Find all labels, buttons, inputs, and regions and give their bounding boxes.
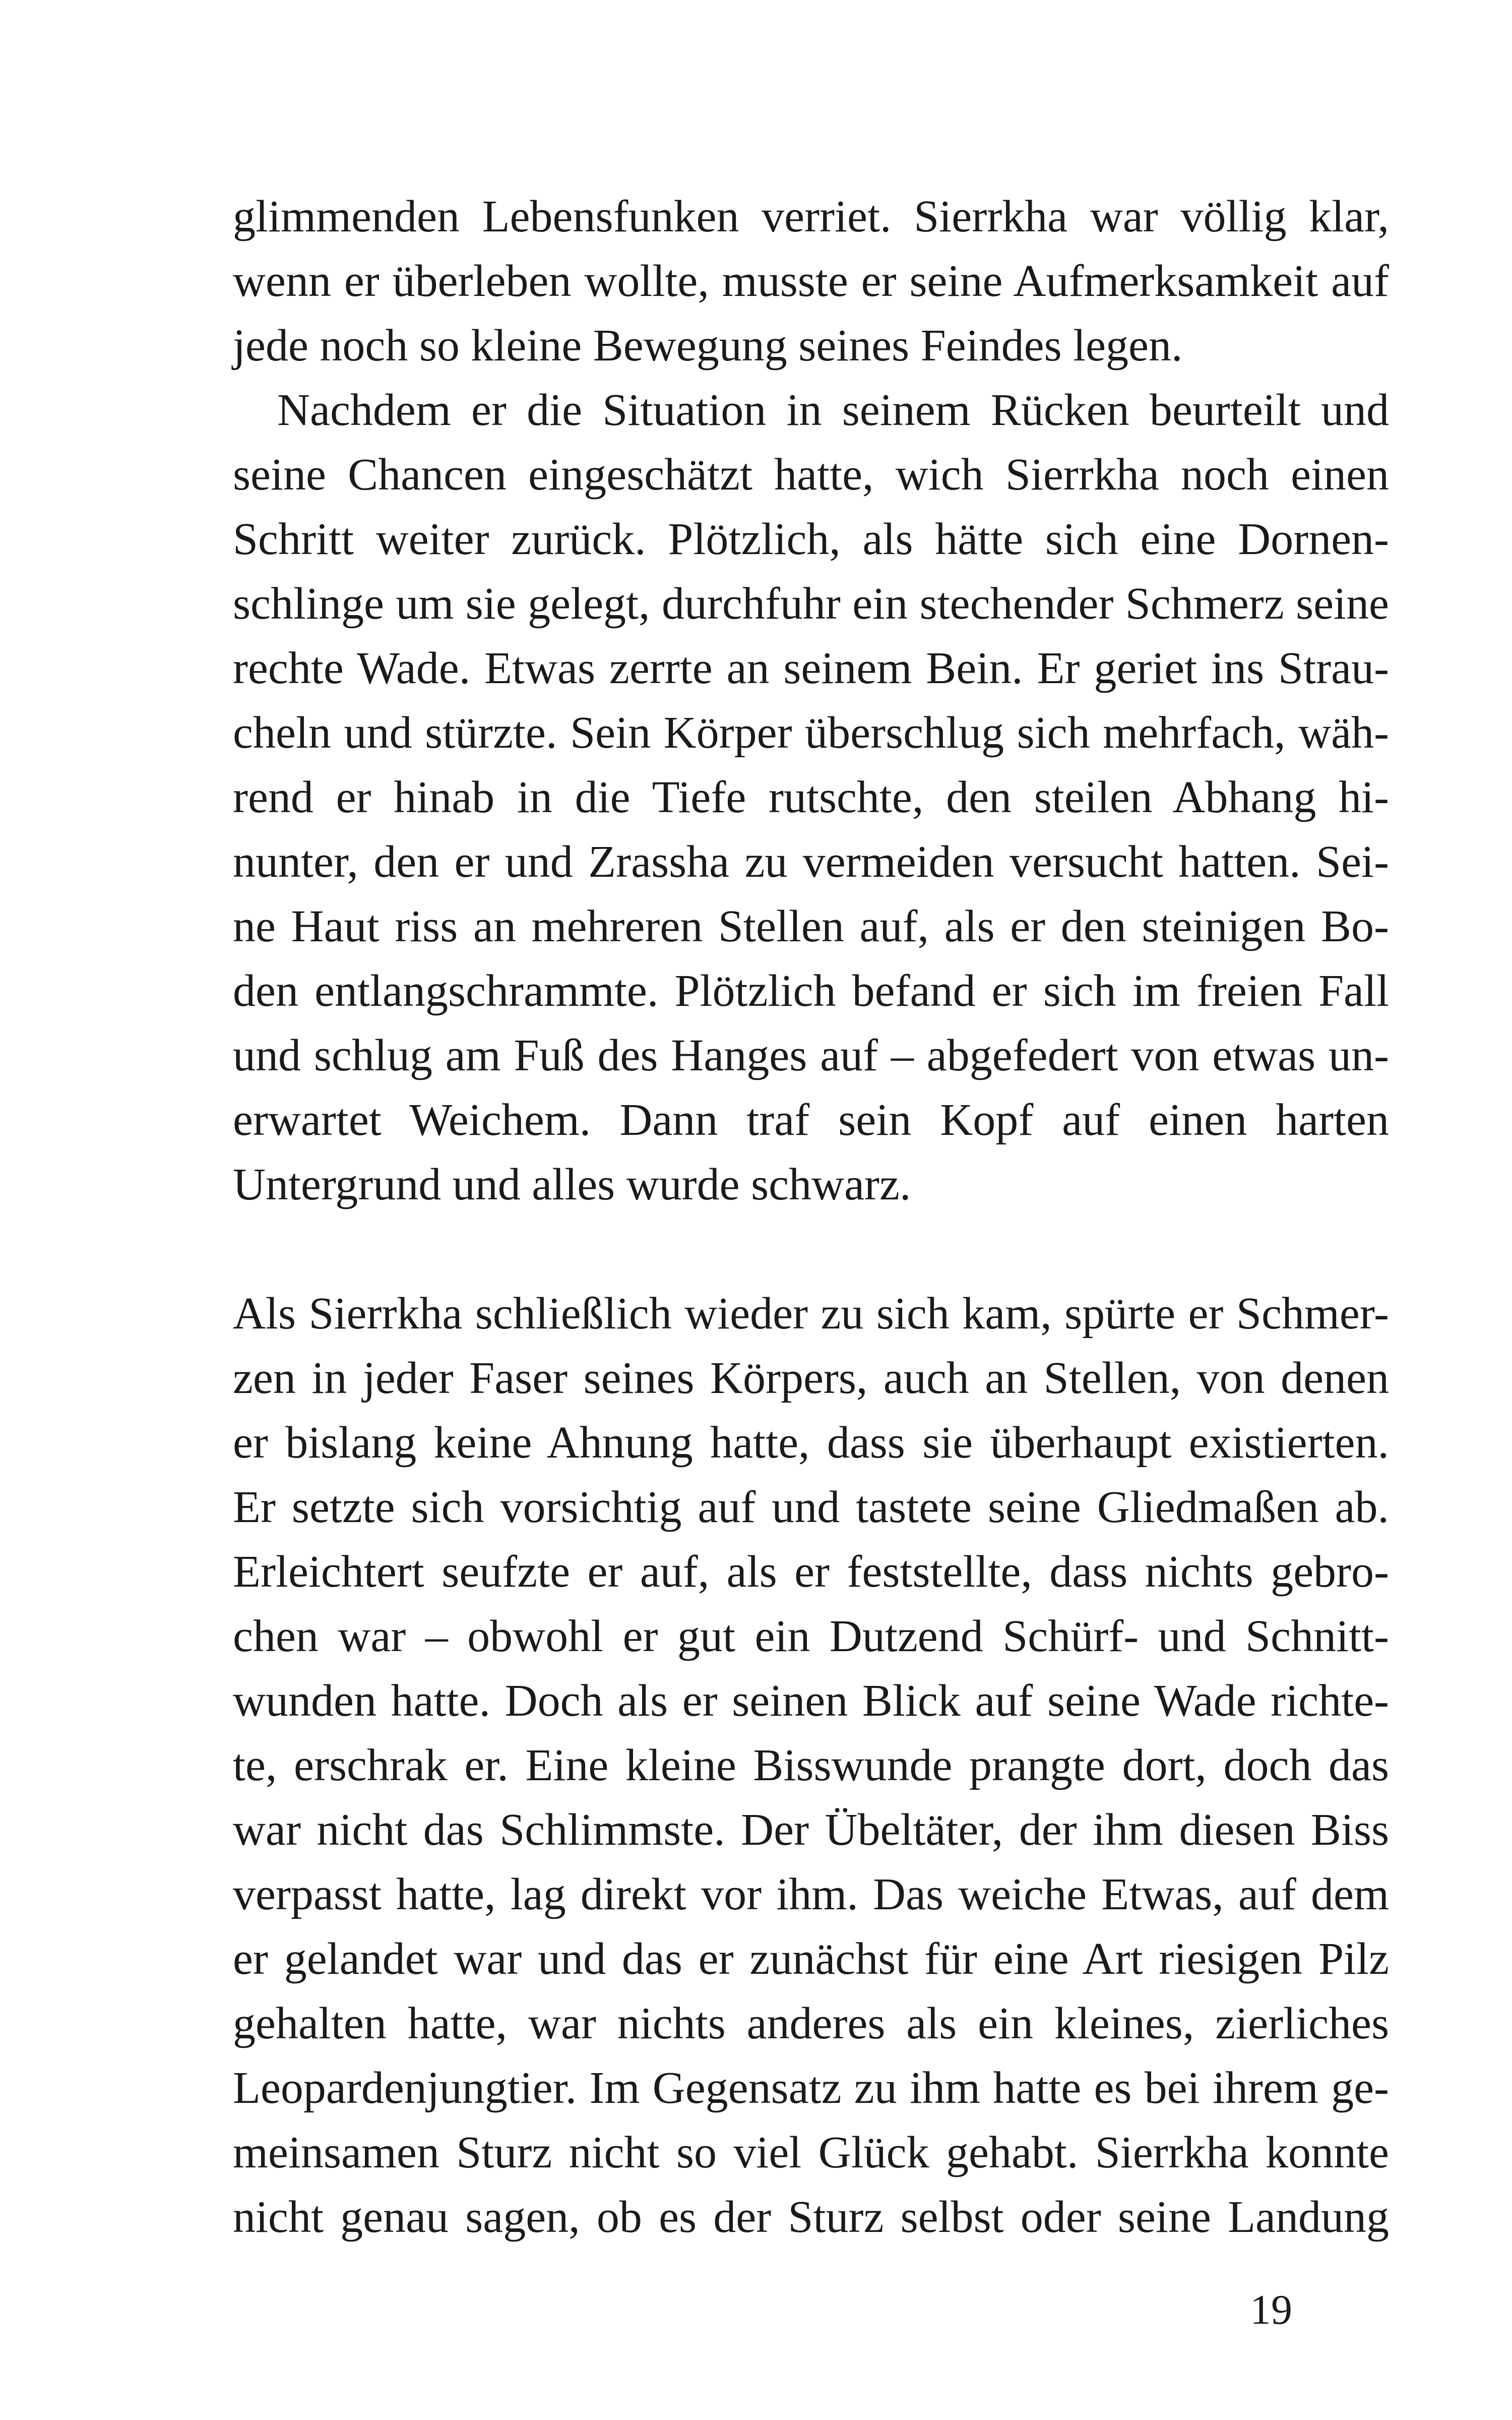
text-line: gehalten hatte, war nichts anderes als ein kleines, zierliches bbox=[233, 1999, 1389, 2048]
text-line: glimmenden Lebensfunken verriet. Sierrkha war völlig klar, bbox=[233, 192, 1389, 241]
text-line: wunden hatte. Doch als er seinen Blick auf seine Wade richte- bbox=[233, 1676, 1389, 1726]
text-line: seine Chancen eingeschätzt hatte, wich Sierrkha noch einen bbox=[233, 450, 1389, 500]
text-line: te, erschrak er. Eine kleine Bisswunde prangte dort, doch das bbox=[233, 1740, 1389, 1790]
text-line: verpasst hatte, lag direkt vor ihm. Das weiche Etwas, auf dem bbox=[233, 1869, 1389, 1919]
text-line: Erleichtert seufzte er auf, als er feststellte, dass nichts gebro- bbox=[233, 1547, 1389, 1597]
text-line: Schritt weiter zurück. Plötzlich, als hätte sich eine Dornen- bbox=[233, 514, 1389, 564]
text-line: meinsamen Sturz nicht so viel Glück gehabt. Sierrkha konnte bbox=[233, 2128, 1389, 2177]
text-line: den entlangschrammte. Plötzlich befand er sich im freien Fall bbox=[233, 966, 1389, 1016]
page-number: 19 bbox=[1250, 2286, 1292, 2333]
text-line: chen war – obwohl er gut ein Dutzend Schürf- und Schnitt- bbox=[233, 1611, 1389, 1661]
text-line: wenn er überleben wollte, musste er seine Aufmerksamkeit auf bbox=[233, 256, 1389, 306]
text-line: nicht genau sagen, ob es der Sturz selbst oder seine Landung bbox=[233, 2192, 1389, 2242]
text-line: Leopardenjungtier. Im Gegensatz zu ihm hatte es bei ihrem ge- bbox=[233, 2063, 1389, 2113]
text-line: ne Haut riss an mehreren Stellen auf, als er den steinigen Bo- bbox=[233, 901, 1389, 951]
text-line: schlinge um sie gelegt, durchfuhr ein stechender Schmerz seine bbox=[233, 579, 1389, 629]
text-line: und schlug am Fuß des Hanges auf – abgefedert von etwas un- bbox=[233, 1031, 1389, 1080]
text-line: er gelandet war und das er zunächst für eine Art riesigen Pilz bbox=[233, 1934, 1389, 1984]
text-line: jede noch so kleine Bewegung seines Feindes legen. bbox=[233, 321, 1183, 371]
text-line: nunter, den er und Zrassha zu vermeiden versucht hatten. Sei- bbox=[233, 837, 1389, 887]
text-line: zen in jeder Faser seines Körpers, auch an Stellen, von denen bbox=[233, 1353, 1389, 1403]
text-line: Er setzte sich vorsichtig auf und tastete seine Gliedmaßen ab. bbox=[233, 1482, 1389, 1532]
text-line: cheln und stürzte. Sein Körper überschlug sich mehrfach, wäh- bbox=[233, 708, 1389, 758]
text-line: war nicht das Schlimmste. Der Übeltäter, der ihm diesen Biss bbox=[233, 1805, 1389, 1855]
text-line: rend er hinab in die Tiefe rutschte, den steilen Abhang hi- bbox=[233, 772, 1389, 822]
text-line: er bislang keine Ahnung hatte, dass sie überhaupt existierten. bbox=[233, 1418, 1389, 1468]
text-line: Untergrund und alles wurde schwarz. bbox=[233, 1160, 911, 1209]
text-line: erwartet Weichem. Dann traf sein Kopf auf einen harten bbox=[233, 1095, 1389, 1145]
text-line: Als Sierrkha schließlich wieder zu sich kam, spürte er Schmer- bbox=[233, 1289, 1389, 1339]
text-line: rechte Wade. Etwas zerrte an seinem Bein. Er geriet ins Strau- bbox=[233, 643, 1389, 693]
text-line: Nachdem er die Situation in seinem Rücken beurteilt und bbox=[277, 385, 1389, 435]
